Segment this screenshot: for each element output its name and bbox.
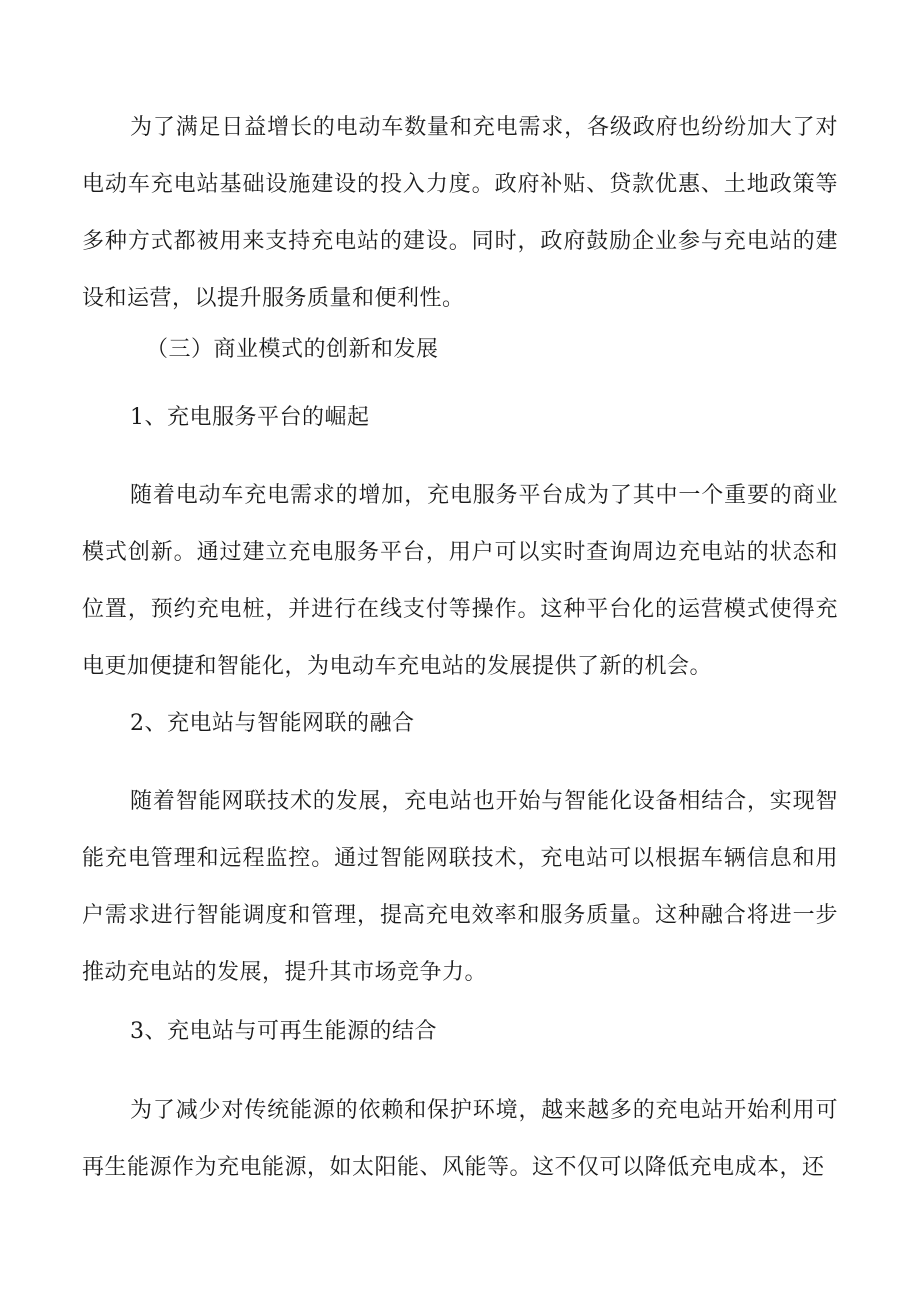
subheading-renewable-energy: 3、充电站与可再生能源的结合 (130, 1019, 437, 1044)
section-heading-business-model: （三）商业模式的创新和发展 (146, 337, 439, 362)
subheading-smart-connectivity: 2、充电站与智能网联的融合 (130, 711, 415, 736)
subheading-charging-platform: 1、充电服务平台的崛起 (130, 405, 370, 430)
body-paragraph-government-support: 为了满足日益增长的电动车数量和充电需求，各级政府也纷纷加大了对电动车充电站基础设施建设的投入力度。政府补贴、贷款优惠、土地政策等多种方式都被用来支持充电站的建设。同时，政府鼓励企业参与充电站的建设和运营，以提升服务质量和便利性。 (82, 115, 838, 311)
body-paragraph-smart-connectivity: 随着智能网联技术的发展，充电站也开始与智能化设备相结合，实现智能充电管理和远程监控。通过智能网联技术，充电站可以根据车辆信息和用户需求进行智能调度和管理，提高充电效率和服务质量。这种融合将进一步推动充电站的发展，提升其市场竞争力。 (82, 789, 838, 985)
body-paragraph-charging-platform: 随着电动车充电需求的增加，充电服务平台成为了其中一个重要的商业模式创新。通过建立充电服务平台，用户可以实时查询周边充电站的状态和位置，预约充电桩，并进行在线支付等操作。这种平台化的运营模式使得充电更加便捷和智能化，为电动车充电站的发展提供了新的机会。 (82, 483, 838, 679)
body-paragraph-renewable-energy: 为了减少对传统能源的依赖和保护环境，越来越多的充电站开始利用可再生能源作为充电能源，如太阳能、风能等。这不仅可以降低充电成本，还 (82, 1098, 838, 1180)
